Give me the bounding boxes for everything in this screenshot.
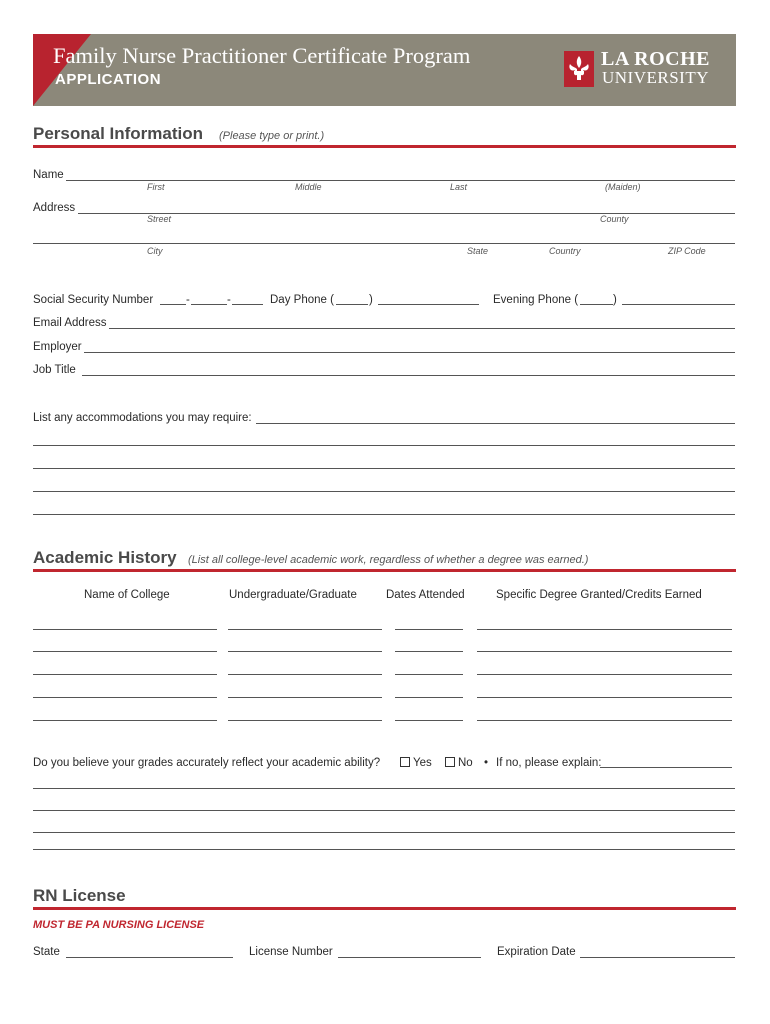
column-header-degree: Specific Degree Granted/Credits Earned: [496, 589, 702, 601]
expiration-date-field[interactable]: [580, 957, 735, 958]
yes-checkbox-icon[interactable]: [400, 757, 410, 767]
name-maiden-caption: (Maiden): [605, 182, 641, 192]
yes-label: Yes: [413, 757, 432, 769]
accommodations-field-4[interactable]: [33, 491, 735, 492]
employer-label: Employer: [33, 341, 82, 353]
country-caption: Country: [549, 246, 581, 256]
college-name-field[interactable]: [33, 651, 217, 652]
day-phone-area-field[interactable]: [336, 304, 368, 305]
email-label: Email Address: [33, 317, 107, 329]
college-level-field[interactable]: [228, 674, 382, 675]
name-middle-caption: Middle: [295, 182, 322, 192]
accommodations-field-5[interactable]: [33, 514, 735, 515]
college-degree-field[interactable]: [477, 674, 732, 675]
explain-field-5[interactable]: [33, 849, 735, 850]
college-level-field[interactable]: [228, 629, 382, 630]
college-degree-field[interactable]: [477, 697, 732, 698]
no-option[interactable]: [445, 757, 473, 769]
employer-field[interactable]: [84, 352, 735, 353]
column-header-level: Undergraduate/Graduate: [229, 589, 357, 601]
email-field[interactable]: [109, 328, 735, 329]
name-last-caption: Last: [450, 182, 468, 192]
address-county-caption: County: [600, 214, 629, 224]
personal-info-heading: Personal Information: [33, 124, 204, 143]
license-number-field[interactable]: [338, 957, 481, 958]
job-title-field[interactable]: [82, 375, 735, 376]
college-degree-field[interactable]: [477, 651, 732, 652]
explain-field-1[interactable]: [600, 767, 732, 768]
address-label: Address: [33, 202, 76, 214]
explain-label: If no, please explain:: [496, 757, 602, 769]
rn-license-heading: RN License: [33, 886, 126, 905]
day-phone-label: Day Phone (: [270, 294, 334, 306]
accommodations-field-3[interactable]: [33, 468, 735, 469]
name-first-caption: First: [147, 182, 165, 192]
college-name-field[interactable]: [33, 720, 217, 721]
ssn-dash-1: -: [186, 294, 190, 306]
accommodations-label: List any accommodations you may require:: [33, 412, 252, 424]
page-title: Family Nurse Practitioner Certificate Program: [53, 43, 471, 68]
day-phone-paren: ): [369, 294, 373, 306]
college-degree-field[interactable]: [477, 720, 732, 721]
evening-phone-area-field[interactable]: [580, 304, 613, 305]
no-label: No: [458, 757, 473, 769]
college-dates-field[interactable]: [395, 697, 463, 698]
college-dates-field[interactable]: [395, 651, 463, 652]
college-dates-field[interactable]: [395, 720, 463, 721]
logo-text-university: UNIVERSITY: [602, 68, 709, 87]
license-state-label: State: [33, 946, 60, 958]
explain-field-2[interactable]: [33, 788, 735, 789]
city-caption: City: [147, 246, 163, 256]
address-street-caption: Street: [147, 214, 172, 224]
explain-field-4[interactable]: [33, 832, 735, 833]
header-banner: [33, 34, 736, 106]
fleur-de-lis-logo-icon: [564, 51, 594, 87]
yes-option[interactable]: [400, 757, 432, 769]
address-field[interactable]: [78, 213, 735, 214]
personal-info-note: (Please type or print.): [219, 130, 325, 142]
name-field[interactable]: [66, 180, 735, 181]
section-divider: [33, 145, 736, 148]
ssn-field-1[interactable]: [160, 304, 186, 305]
accommodations-field-1[interactable]: [256, 423, 735, 424]
ssn-field-3[interactable]: [232, 304, 263, 305]
academic-history-heading: Academic History: [33, 548, 177, 567]
college-dates-field[interactable]: [395, 629, 463, 630]
college-level-field[interactable]: [228, 651, 382, 652]
column-header-college: Name of College: [84, 589, 170, 601]
column-header-dates: Dates Attended: [386, 589, 465, 601]
college-name-field[interactable]: [33, 629, 217, 630]
city-field[interactable]: [33, 243, 735, 244]
college-name-field[interactable]: [33, 674, 217, 675]
job-title-label: Job Title: [33, 364, 76, 376]
bullet-icon: •: [484, 757, 489, 769]
accommodations-field-2[interactable]: [33, 445, 735, 446]
college-dates-field[interactable]: [395, 674, 463, 675]
college-level-field[interactable]: [228, 720, 382, 721]
evening-phone-field[interactable]: [622, 304, 735, 305]
explain-field-3[interactable]: [33, 810, 735, 811]
logo-text-la-roche: LA ROCHE: [601, 48, 711, 70]
no-checkbox-icon[interactable]: [445, 757, 455, 767]
ssn-label: Social Security Number: [33, 294, 154, 306]
section-divider: [33, 569, 736, 572]
zip-caption: ZIP Code: [668, 246, 706, 256]
ssn-field-2[interactable]: [191, 304, 227, 305]
evening-phone-label: Evening Phone (: [493, 294, 579, 306]
section-divider: [33, 907, 736, 910]
state-caption: State: [467, 246, 489, 256]
grades-question: Do you believe your grades accurately reflect your academic ability?: [33, 757, 381, 769]
license-number-label: License Number: [249, 946, 333, 958]
college-degree-field[interactable]: [477, 629, 732, 630]
license-requirement-note: MUST BE PA NURSING LICENSE: [33, 919, 205, 931]
college-level-field[interactable]: [228, 697, 382, 698]
name-label: Name: [33, 169, 64, 181]
license-state-field[interactable]: [66, 957, 233, 958]
evening-phone-paren: ): [613, 294, 617, 306]
ssn-dash-2: -: [227, 294, 231, 306]
expiration-date-label: Expiration Date: [497, 946, 576, 958]
day-phone-field[interactable]: [378, 304, 479, 305]
page-subtitle: APPLICATION: [55, 71, 162, 88]
college-name-field[interactable]: [33, 697, 217, 698]
academic-history-note: (List all college-level academic work, regardless of whether a degree was earned.): [188, 554, 589, 566]
